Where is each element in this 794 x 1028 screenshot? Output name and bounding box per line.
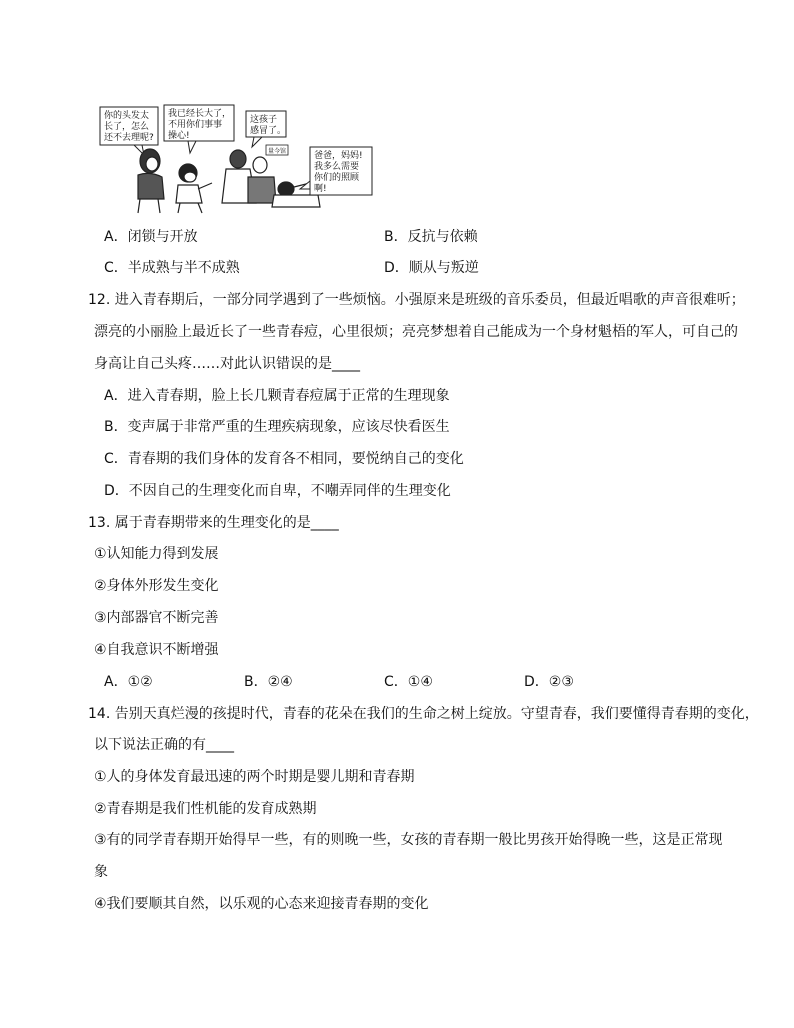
q14-item-3-cont: 象 xyxy=(94,864,108,880)
bubble1-line1: 你的头发太 xyxy=(104,111,150,121)
bubble2-line3: 操心! xyxy=(168,131,190,141)
mother-figure xyxy=(138,149,164,213)
q13-option-a: A．①② xyxy=(104,674,153,690)
q12-stem-line3: 身高让自己头疼……对此认识错误的是____ xyxy=(94,356,360,372)
bubble1-line3: 还不去理呢? xyxy=(104,133,154,143)
q14-item-1: ①人的身体发育最迅速的两个时期是婴儿期和青春期 xyxy=(94,769,415,785)
q14-item-2: ②青春期是我们性机能的发育成熟期 xyxy=(94,801,317,817)
bubble1-line2: 长了，怎么 xyxy=(104,122,150,132)
q13-item-2: ②身体外形发生变化 xyxy=(94,578,219,594)
q11-option-a: A．闭锁与开放 xyxy=(104,229,198,245)
q13-option-b: B．②④ xyxy=(244,674,293,690)
q12-option-a: A．进入青春期，脸上长几颗青春痘属于正常的生理现象 xyxy=(104,388,450,404)
q14-item-4: ④我们要顺其自然，以乐观的心态来迎接青春期的变化 xyxy=(94,896,429,912)
q13-item-4: ④自我意识不断增强 xyxy=(94,642,219,658)
q11-option-d: D．顺从与叛逆 xyxy=(384,260,479,276)
q14-item-3: ③有的同学青春期开始得早一些，有的则晚一些，女孩的青春期一般比男孩开始得晚一些，这是正常现 xyxy=(94,832,723,848)
q13-option-d: D．②③ xyxy=(524,674,574,690)
q12-option-d: D．不因自己的生理变化而自卑，不嘲弄同伴的生理变化 xyxy=(104,483,451,499)
q13-item-1: ①认知能力得到发展 xyxy=(94,546,219,562)
clinic-sign: 量今馆 xyxy=(268,148,287,155)
q11-option-c: C．半成熟与半不成熟 xyxy=(104,260,240,276)
q11-option-b: B．反抗与依赖 xyxy=(384,229,478,245)
bubble4-line4: 啊! xyxy=(314,184,327,194)
bubble4-line2: 我多么需要 xyxy=(314,162,360,172)
son-figure xyxy=(176,164,212,213)
q12-option-b: B．变声属于非常严重的生理疾病现象，应该尽快看医生 xyxy=(104,419,450,435)
q13-stem: 13. 属于青春期带来的生理变化的是____ xyxy=(88,515,339,531)
bubble2-line2: 不用你们事事 xyxy=(168,120,223,130)
bubble2-line1: 我已经长大了， xyxy=(168,109,232,119)
q13-item-3: ③内部器官不断完善 xyxy=(94,610,219,626)
q12-option-c: C．青春期的我们身体的发育各不相同，要悦纳自己的变化 xyxy=(104,451,464,467)
q14-stem-line2: 以下说法正确的有____ xyxy=(94,737,234,753)
cartoon-illustration xyxy=(98,103,430,215)
bubble3-line1: 这孩子 xyxy=(250,115,278,125)
q13-option-c: C．①④ xyxy=(384,674,433,690)
parents-figures xyxy=(222,150,276,203)
q14-stem-line1: 14. 告别天真烂漫的孩提时代，青春的花朵在我们的生命之树上绽放。守望青春，我们要懂得青春期的变化， xyxy=(88,706,759,722)
bubble4-line1: 爸爸，妈妈! xyxy=(314,151,363,161)
bubble4-line3: 你们的照顾 xyxy=(314,173,360,183)
q12-stem-line1: 12. 进入青春期后，一部分同学遇到了一些烦恼。小强原来是班级的音乐委员，但最近唱歌的声音很难听； xyxy=(88,292,745,308)
q12-stem-line2: 漂亮的小丽脸上最近长了一些青春痘，心里很烦；亮亮梦想着自己能成为一个身材魁梧的军人，可自己的 xyxy=(94,324,738,340)
bubble3-line2: 感冒了。 xyxy=(250,126,287,136)
